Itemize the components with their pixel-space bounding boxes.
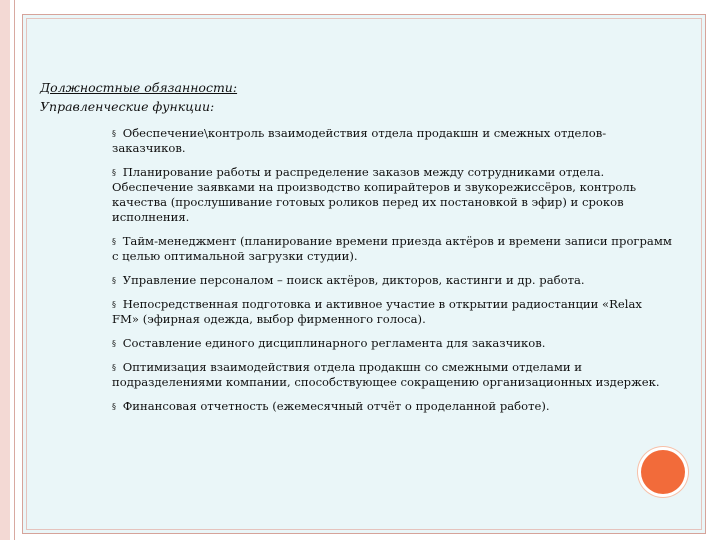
bullet-icon: § <box>112 339 116 348</box>
duties-list <box>112 126 672 423</box>
bullet-icon: § <box>112 129 116 138</box>
list-item-text: Финансовая отчетность (ежемесячный отчёт о проделанной работе). <box>122 399 550 413</box>
list-item <box>112 360 672 390</box>
decorative-orange-circle <box>641 450 685 494</box>
bullet-icon: § <box>112 300 116 309</box>
bullet-icon: § <box>112 237 116 246</box>
list-item-text: Оптимизация взаимодействия отдела продакшн со смежными отделами и подразделениями компании, способствующее сокращению организационных издержек. <box>112 360 660 389</box>
list-item-text: Управление персоналом – поиск актёров, дикторов, кастинги и др. работа. <box>122 273 585 287</box>
bullet-icon: § <box>112 363 116 372</box>
duties-heading: Должностные обязанности: <box>40 80 238 95</box>
list-item <box>112 234 672 264</box>
list-item <box>112 273 672 288</box>
list-item <box>112 336 672 351</box>
list-item-text: Планирование работы и распределение заказов между сотрудниками отдела. Обеспечение заявками на производство копирайтеров и звукорежиссёров, контроль качества (прослушивание готовых роликов перед их постановкой в эфир) и сроков исполнения. <box>112 165 637 224</box>
bullet-icon: § <box>112 168 116 177</box>
list-item <box>112 297 672 327</box>
list-item-text: Тайм-менеджмент (планирование времени приезда актёров и времени записи программ с целью оптимальной загрузки студии). <box>112 234 672 263</box>
list-item-text: Составление единого дисциплинарного регламента для заказчиков. <box>122 336 546 350</box>
list-item-text: Непосредственная подготовка и активное участие в открытии радиостанции «Relax FM» (эфирная одежда, выбор фирменного голоса). <box>112 297 642 326</box>
left-decorative-band <box>0 0 10 540</box>
bullet-icon: § <box>112 276 116 285</box>
management-functions-heading: Управленческие функции: <box>40 99 215 114</box>
list-item-text: Обеспечение\контроль взаимодействия отдела продакшн и смежных отделов-заказчиков. <box>112 126 607 155</box>
bullet-icon: § <box>112 402 116 411</box>
list-item <box>112 399 672 414</box>
list-item <box>112 165 672 225</box>
left-decorative-line <box>14 0 15 540</box>
list-item <box>112 126 672 156</box>
